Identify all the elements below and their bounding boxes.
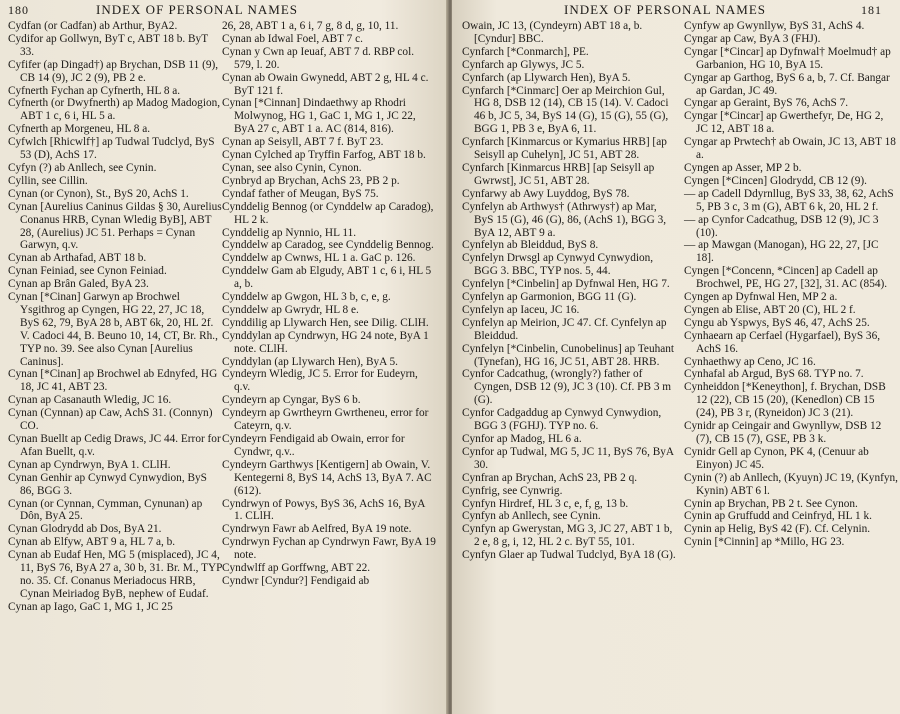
index-entry: Cynin [*Cinnin] ap *Millo, HG 23. bbox=[684, 536, 845, 549]
index-entry: Cynan Buellt ap Cedig Draws, JC 44. Error for Afan Buellt, q.v. bbox=[8, 433, 221, 458]
index-entry: Cynfelyn [*Cinbelin] ap Dyfnwal Hen, HG 7. bbox=[462, 278, 670, 291]
index-entry: Cynfor Cadgaddug ap Cynwyd Cynwydion, BGG 3 (FGHJ). TYP no. 6. bbox=[462, 407, 662, 433]
index-entry: Cyfnerth Fychan ap Cyfnerth, HL 8 a. bbox=[8, 84, 181, 97]
index-entry: Cyndrwyn of Powys, ByS 36, AchS 16, ByA 1. CLlH. bbox=[222, 497, 425, 523]
index-entry: Cynfelyn ap Garmonion, BGG 11 (G). bbox=[462, 291, 637, 304]
index-entry: Cynfelyn ab Bleiddud, ByS 8. bbox=[462, 239, 599, 252]
index-entry: Cynan Feiniad, see Cynon Feiniad. bbox=[8, 265, 167, 278]
index-entry: Cyndeyrn Fendigaid ab Owain, error for Cyndwr, q.v.. bbox=[222, 433, 405, 458]
index-entry: Cynan ab Arthafad, ABT 18 b. bbox=[8, 252, 147, 265]
index-entry: — ap Mawgan (Manogan), HG 22, 27, [JC 18]. bbox=[684, 239, 879, 265]
index-entry: Cynfyn ap Gwerystan, MG 3, JC 27, ABT 1 b, 2 e, 8 g, i, 12, HL 2 c. ByT 55, 101. bbox=[462, 523, 673, 549]
index-entry: Cyndwr [Cyndur?] Fendigaid ab bbox=[222, 574, 370, 587]
index-entry: Cyngar ap Geraint, ByS 76, AchS 7. bbox=[684, 97, 849, 110]
index-entry: Cynan ab Owain Gwynedd, ABT 2 g, HL 4 c. ByT 121 f. bbox=[222, 71, 429, 97]
index-entry: Cynddelw Gam ab Elgudy, ABT 1 c, 6 i, HL 5 a, b. bbox=[222, 265, 432, 291]
index-entry: Cyfifer (ap Dingad†) ap Brychan, DSB 11 (9), CB 14 (9), JC 2 (9), PB 2 e. bbox=[8, 58, 219, 84]
index-entry: Cynfor ap Madog, HL 6 a. bbox=[462, 433, 582, 445]
index-entry: Cyngen ab Elise, ABT 20 (C), HL 2 f. bbox=[684, 303, 856, 316]
index-entry: Cynfarch [Kinmarcus or Kymarius HRB] [ap Seisyll ap Cuhelyn], JC 51, ABT 28. bbox=[462, 136, 667, 162]
index-entry: Cynfrig, see Cynwrig. bbox=[462, 484, 563, 497]
index-entry: Cynfran ap Brychan, AchS 23, PB 2 q. bbox=[462, 471, 638, 484]
index-entry: Cynan ab Eudaf Hen, MG 5 (misplaced), JC 4, 11, ByS 76, ByA 27 a, 30 b, 31. Br. M., TYP no. 35. Cf. Conanus Meriadocus HRB, Cynan Meiriadog ByB, nephew of Eudaf. bbox=[8, 549, 223, 600]
index-entry: Cynddelig ap Nynnio, HL 11. bbox=[222, 226, 357, 239]
index-entry: Cyndeyrn ap Gwrtheyrn Gwrtheneu, error for Cateyrn, q.v. bbox=[222, 407, 429, 433]
index-entry: Cynddilig ap Llywarch Hen, see Dilig. CLlH. bbox=[222, 316, 429, 329]
index-entry: Cynfelyn ap Iaceu, JC 16. bbox=[462, 303, 580, 316]
index-entry: Cynan ap Brân Galed, ByA 23. bbox=[8, 278, 149, 291]
index-column bbox=[462, 20, 676, 562]
index-entry: Cyngen [*Concenn, *Cincen] ap Cadell ap Brochwel, PE, HG 27, [32], 31. AC (854). bbox=[684, 265, 888, 291]
index-entry: Cyndeyrn ap Cyngar, ByS 6 b. bbox=[222, 394, 361, 407]
index-entry: Cynfyn ab Anllech, see Cynin. bbox=[462, 510, 601, 523]
index-entry: Cynfelyn [*Cinbelin, Cunobelinus] ap Teuhant (Tynefan), HG 16, JC 51, ABT 28. HRB. bbox=[462, 342, 675, 368]
index-entry: Cynan Cylched ap Tryffin Farfog, ABT 18 b. bbox=[222, 149, 426, 162]
index-entry: Cyndwlff ap Gorffwng, ABT 22. bbox=[222, 562, 371, 575]
index-entry: Cynfyn Glaer ap Tudwal Tudclyd, ByA 18 (G). bbox=[462, 549, 676, 562]
index-entry: Cynan [*Cinan] Garwyn ap Brochwel Ysgithrog ap Cyngen, HG 22, 27, JC 18, ByS 62, 79, ByA 28 b, ABT 6k, 20, HL 2f. V. Cadoci 44, B. Beuno 10, 14, CT, Br. Rh., TYP no. 39. See also Cynan [Aurelius Caninus]. bbox=[8, 291, 218, 368]
index-entry: Cynhaethwy ap Ceno, JC 16. bbox=[684, 355, 816, 368]
page-number: 180 bbox=[8, 3, 29, 17]
index-column bbox=[8, 20, 222, 614]
index-entry: Cyngu ab Yspwys, ByS 46, 47, AchS 25. bbox=[684, 316, 870, 329]
index-entry: Cynin ap Brychan, PB 2 t. See Cynon. bbox=[684, 497, 858, 510]
index-entry: Cyngar [*Cincar] ap Dyfnwal† Moelmud† ap Garbanion, HG 10, ByA 15. bbox=[684, 45, 891, 71]
index-entry: Cynfarch [*Cinmarc] Oer ap Meirchion Gul, HG 8, DSB 12 (14), CB 15 (14). V. Cadoci 46 b, JC 5, 34, ByS 14 (G), 15 (G), 55 (G), BGG 1, PB 3 e, ByA 6, 11. bbox=[462, 84, 669, 136]
index-entry: Cynfarwy ab Awy Luyddog, ByS 78. bbox=[462, 187, 630, 200]
index-entry: Cynfarch ap Glywys, JC 5. bbox=[462, 58, 585, 71]
index-entry: Cynfyn Hirdref, HL 3 c, e, f, g, 13 b. bbox=[462, 497, 629, 510]
index-entry: Cydifor ap Gollwyn, ByT c, ABT 18 b. ByT 33. bbox=[8, 32, 208, 58]
index-entry: Owain, JC 13, (Cyndeyrn) ABT 18 a, b. [Cyndur] BBC. bbox=[462, 20, 643, 45]
running-title: INDEX OF PERSONAL NAMES bbox=[96, 2, 299, 17]
index-entry: Cyndrwyn Fawr ab Aelfred, ByA 19 note. bbox=[222, 523, 412, 536]
right-page-header bbox=[452, 0, 900, 20]
index-entry: Cyndeyrn Garthwys [Kentigern] ab Owain, V. Kentegerni 8, ByS 14, AchS 13, ByA 7. AC (612). bbox=[222, 458, 432, 497]
index-entry: Cynan Glodrydd ab Dos, ByA 21. bbox=[8, 523, 162, 536]
index-entry: Cynfor Cadcathug, (wrongly?) father of Cyngen, DSB 12 (9), JC 3 (10). Cf. PB 3 m (G). bbox=[462, 368, 672, 407]
index-entry: Cynfelyn ab Arthwys† (Athrwys†) ap Mar, ByS 15 (G), 46 (G), 86, (AchS 1), BGG 3, ByA 12, ABT 9 a. bbox=[462, 200, 667, 239]
index-entry: Cynan Genhir ap Cynwyd Cynwydion, ByS 86, BGG 3. bbox=[8, 471, 207, 497]
index-entry: Cynan [*Cinnan] Dindaethwy ap Rhodri Molwynog, HG 1, GaC 1, MG 1, JC 22, ByA 27 c, ABT 1 a. AC (814, 816). bbox=[222, 97, 416, 136]
index-entry: Cyndrwyn Fychan ap Cyndrwyn Fawr, ByA 19 note. bbox=[222, 536, 436, 562]
index-entry: Cyngar ap Garthog, ByS 6 a, b, 7. Cf. Bangar ap Gardan, JC 49. bbox=[684, 71, 890, 97]
index-entry: Cynddelw ap Gwgon, HL 3 b, c, e, g. bbox=[222, 291, 391, 304]
index-entry: Cynddylan (ap Llywarch Hen), ByA 5. bbox=[222, 355, 399, 368]
index-column bbox=[222, 20, 436, 588]
index-entry: Cydfan (or Cadfan) ab Arthur, ByA2. bbox=[8, 20, 178, 32]
right-page bbox=[452, 0, 900, 714]
index-entry: Cyngen ap Dyfnwal Hen, MP 2 a. bbox=[684, 291, 838, 304]
index-entry: Cynan ap Seisyll, ABT 7 f. ByT 23. bbox=[222, 136, 384, 149]
index-entry: Cyngen [*Cincen] Glodrydd, CB 12 (9). bbox=[684, 174, 867, 187]
index-entry: Cynan y Cwn ap Ieuaf, ABT 7 d. RBP col. 579, l. 20. bbox=[222, 45, 415, 71]
index-entry: Cynan (or Cynon), St., ByS 20, AchS 1. bbox=[8, 187, 189, 200]
index-entry: Cynddelw ap Cwnws, HL 1 a. GaC p. 126. bbox=[222, 252, 416, 265]
index-entry: Cyllin, see Cillin. bbox=[8, 174, 88, 187]
index-entry: Cynhafal ab Argud, ByS 68. TYP no. 7. bbox=[684, 368, 864, 381]
index-entry: Cyndaf father of Meugan, ByS 75. bbox=[222, 187, 379, 200]
index-entry: Cynbryd ap Brychan, AchS 23, PB 2 p. bbox=[222, 174, 400, 187]
index-entry: Cynfor ap Tudwal, MG 5, JC 11, ByS 76, ByA 30. bbox=[462, 445, 674, 471]
index-entry: Cyfnerth (or Dwyfnerth) ap Madog Madogion, ABT 1 c, 6 i, HL 5 a. bbox=[8, 97, 221, 123]
page-number: 181 bbox=[861, 3, 882, 17]
index-entry: Cyngen ap Asser, MP 2 b. bbox=[684, 161, 802, 174]
index-entry: Cynheiddon [*Keneython], f. Brychan, DSB 12 (22), CB 15 (20), (Kenedlon) CB 15 (24), PB 3 r, (Ryneidon) JC 3 (21). bbox=[684, 381, 886, 420]
index-entry: Cynfarch (ap Llywarch Hen), ByA 5. bbox=[462, 71, 631, 84]
index-entry: Cynan (Cynnan) ap Caw, AchS 31. (Connyn) CO. bbox=[8, 407, 213, 433]
index-entry: 26, 28, ABT 1 a, 6 i, 7 g, 8 d, g, 10, 11. bbox=[222, 20, 399, 32]
index-entry: Cyngar [*Cincar] ap Gwerthefyr, De, HG 2, JC 12, ABT 18 a. bbox=[684, 110, 884, 136]
index-entry: Cynin (?) ab Anllech, (Kyuyn) JC 19, (Kynfyn, Kynin) ABT 6 l. bbox=[684, 471, 898, 497]
index-entry: Cynhaearn ap Cerfael (Hygarfael), ByS 36, AchS 16. bbox=[684, 329, 881, 355]
index-entry: Cynfarch [*Conmarch], PE. bbox=[462, 45, 589, 58]
index-entry: Cynddelw ap Gwrydr, HL 8 e. bbox=[222, 303, 359, 316]
index-entry: Cynddelw ap Caradog, see Cynddelig Bennog. bbox=[222, 239, 434, 252]
index-entry: Cynan ab Idwal Foel, ABT 7 c. bbox=[222, 32, 363, 45]
index-entry: Cyfyn (?) ab Anllech, see Cynin. bbox=[8, 161, 157, 174]
index-entry: Cynddylan ap Cyndrwyn, HG 24 note, ByA 1 note. CLlH. bbox=[222, 329, 429, 355]
index-entry: Cynidr Gell ap Cynon, PK 4, (Cenuur ab Einyon) JC 45. bbox=[684, 445, 869, 471]
left-page-header bbox=[0, 0, 448, 20]
index-entry: Cyndeyrn Wledig, JC 5. Error for Eudeyrn, q.v. bbox=[222, 368, 418, 394]
index-entry: Cyngar ap Caw, ByA 3 (FHJ). bbox=[684, 32, 821, 45]
index-entry: Cynidr ap Ceingair and Gwynllyw, DSB 12 (7), CB 15 (7), GSE, PB 3 k. bbox=[684, 420, 882, 445]
index-entry: Cynan ab Elfyw, ABT 9 a, HL 7 a, b. bbox=[8, 536, 176, 549]
index-entry: — ap Cadell Ddyrnllug, ByS 33, 38, 62, AchS 5, PB 3 c, 3 m (G), ABT 6 k, 20, HL 2 f. bbox=[684, 187, 894, 213]
left-page bbox=[0, 0, 448, 714]
index-entry: Cyfwlch [Rhicwlf†] ap Tudwal Tudclyd, ByS 53 (D), AchS 17. bbox=[8, 136, 215, 162]
running-title: INDEX OF PERSONAL NAMES bbox=[564, 2, 767, 17]
index-entry: Cyfnerth ap Morgeneu, HL 8 a. bbox=[8, 123, 151, 136]
index-column bbox=[684, 20, 898, 549]
index-entry: Cynan ap Cyndrwyn, ByA 1. CLlH. bbox=[8, 458, 171, 471]
index-entry: Cynan (or Cynnan, Cymman, Cynunan) ap Dôn, ByA 25. bbox=[8, 497, 203, 523]
index-entry: Cynan [*Cinan] ap Brochwel ab Ednyfed, HG 18, JC 41, ABT 23. bbox=[8, 368, 218, 394]
index-entry: Cynan ap Casanauth Wledig, JC 16. bbox=[8, 394, 172, 407]
index-entry: Cynfelyn Drwsgl ap Cynwyd Cynwydion, BGG 3. BBC, TYP nos. 5, 44. bbox=[462, 252, 654, 278]
index-entry: Cynin ap Helig, ByS 42 (F). Cf. Celynin. bbox=[684, 523, 871, 536]
index-entry: Cynfyw ap Gwynllyw, ByS 31, AchS 4. bbox=[684, 20, 865, 32]
index-entry: Cynddelig Bennog (or Cynddelw ap Caradog), HL 2 k. bbox=[222, 200, 434, 226]
index-entry: — ap Cynfor Cadcathug, DSB 12 (9), JC 3 (10). bbox=[684, 213, 879, 239]
index-entry: Cynfelyn ap Meirion, JC 47. Cf. Cynfelyn ap Bleiddud. bbox=[462, 316, 667, 342]
index-entry: Cynan [Aurelius Caninus Gildas § 30, Aurelius Conanus HRB, Cynan Wledig ByB], ABT 28, (Aurelius) JC 51. Perhaps = Cynan Garwyn, q.v. bbox=[8, 200, 222, 252]
index-entry: Cyngar ap Prwtech† ab Owain, JC 13, ABT 18 a. bbox=[684, 136, 896, 162]
index-entry: Cynfarch [Kinmarcus HRB] [ap Seisyll ap Gwrwst], JC 51, ABT 28. bbox=[462, 161, 655, 187]
index-entry: Cynan ap Iago, GaC 1, MG 1, JC 25 bbox=[8, 600, 173, 613]
index-entry: Cynan, see also Cynin, Cynon. bbox=[222, 161, 362, 174]
index-entry: Cynin ap Gruffudd and Ceinfryd, HL 1 k. bbox=[684, 510, 872, 523]
